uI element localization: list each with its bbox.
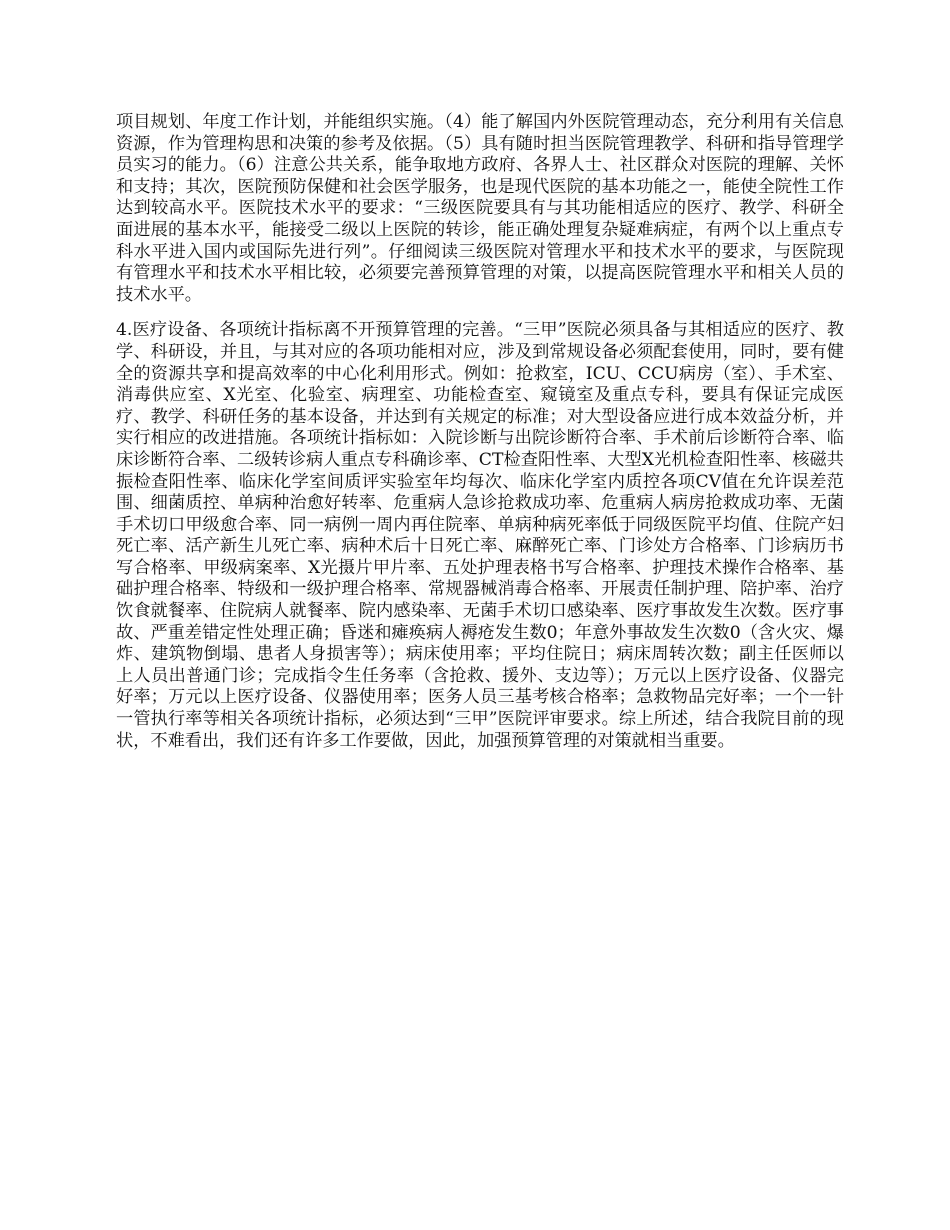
paragraph-hospital-management-level: 项目规划、年度工作计划，并能组织实施。（4）能了解国内外医院管理动态，充分利用有关信息资源，作为管理构思和决策的参考及依据。（5）具有随时担当医院管理教学、科研和指导管理学员实习的能力。（6）注意公共关系，能争取地方政府、各界人士、社区群众对医院的理解、关怀和支持；其次，医院预防保健和社会医学服务，也是现代医院的基本功能之一，能使全院性工作达到较高水平。医院技术水平的要求：“三级医院要具有与其功能相适应的医疗、教学、科研全面进展的基本水平，能接受二级以上医院的转诊，能正确处理复杂疑难病症，有两个以上重点专科水平进入国内或国际先进行列”。仔细阅读三级医院对管理水平和技术水平的要求，与医院现有管理水平和技术水平相比较，必须要完善预算管理的对策，以提高医院管理水平和相关人员的技术水平。 — [116, 112, 844, 305]
paragraph-medical-equipment-statistics: 4.医疗设备、各项统计指标离不开预算管理的完善。“三甲”医院必须具备与其相适应的医疗、教学、科研设，并且，与其对应的各项功能相对应，涉及到常规设备必须配套使用，同时，要有健全的资源共享和提高效率的中心化利用形式。例如：抢救室，ICU、CCU病房（室）、手术室、消毒供应室、X光室、化验室、病理室、功能检查室、窥镜室及重点专科，要具有保证完成医疗、教学、科研任务的基本设备，并达到有关规定的标准；对大型设备应进行成本效益分析，并实行相应的改进措施。各项统计指标如：入院诊断与出院诊断符合率、手术前后诊断符合率、临床诊断符合率、二级转诊病人重点专科确诊率、CT检查阳性率、大型X光机检查阳性率、核磁共振检查阳性率、临床化学室间质评实验室年均每次、临床化学室内质控各项CV值在允许误差范围、细菌质控、单病种治愈好转率、危重病人急诊抢救成功率、危重病人病房抢救成功率、无菌手术切口甲级愈合率、同一病例一周内再住院率、单病种病死率低于同级医院平均值、住院产妇死亡率、活产新生儿死亡率、病种术后十日死亡率、麻醉死亡率、门诊处方合格率、门诊病历书写合格率、甲级病案率、X光摄片甲片率、五处护理表格书写合格率、护理技术操作合格率、基础护理合格率、特级和一级护理合格率、常规器械消毒合格率、开展责任制护理、陪护率、治疗饮食就餐率、住院病人就餐率、院内感染率、无菌手术切口感染率、医疗事故发生次数。医疗事故、严重差错定性处理正确；昏迷和瘫痪病人褥疮发生数0；年意外事故发生次数0（含火灾、爆炸、建筑物倒塌、患者人身损害等）；病床使用率；平均住院日；病床周转次数；副主任医师以上人员出普通门诊；完成指令生任务率（含抢救、援外、支边等）；万元以上医疗设备、仪器完好率；万元以上医疗设备、仪器使用率；医务人员三基考核合格率；急救物品完好率；一个一针一管执行率等相关各项统计指标，必须达到“三甲”医院评审要求。综上所述，结合我院目前的现状，不难看出，我们还有许多工作要做，因此，加强预算管理的对策就相当重要。 — [116, 320, 844, 751]
document-body — [116, 112, 844, 766]
